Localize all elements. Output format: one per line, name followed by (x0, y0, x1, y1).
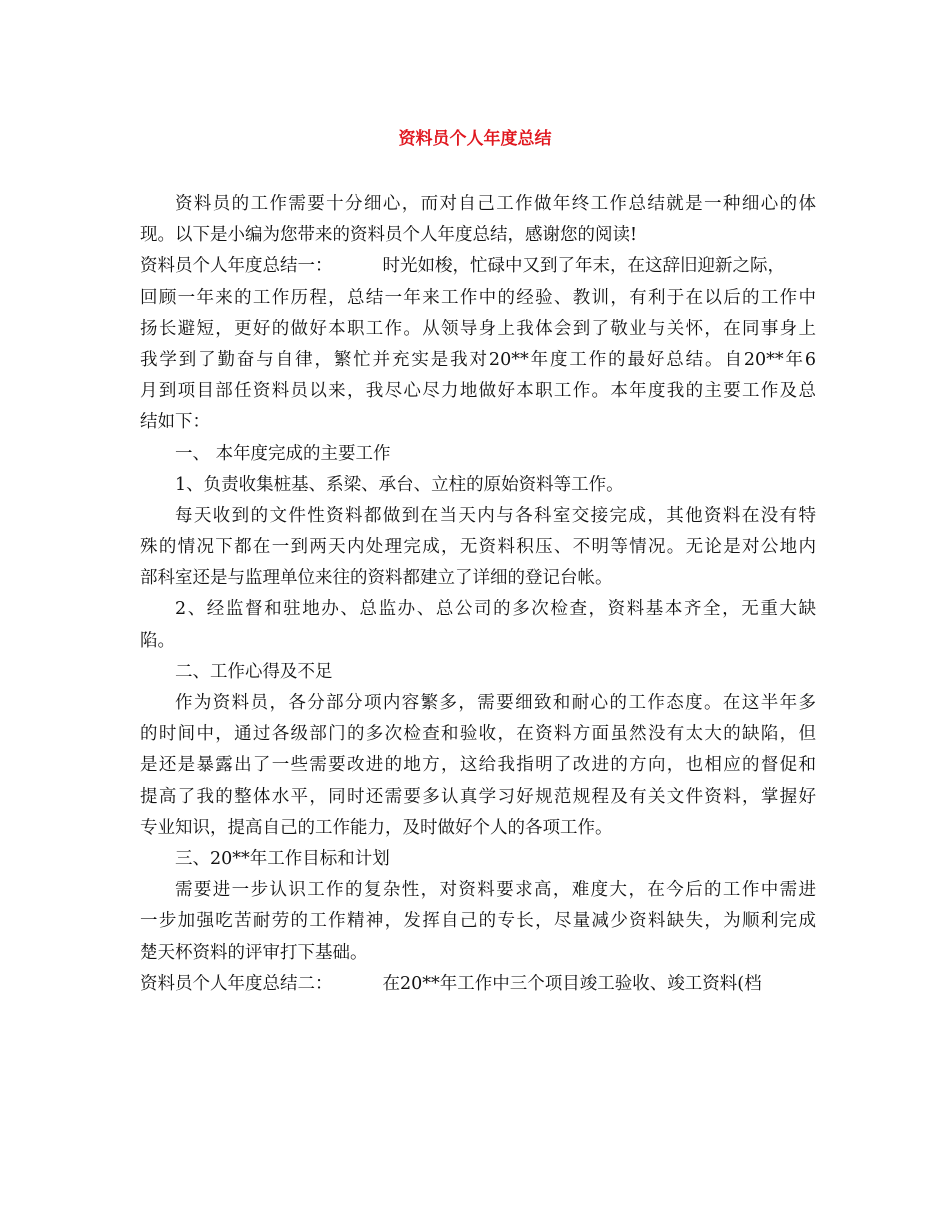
paragraph-line: 现。以下是小编为您带来的资料员个人年度总结，感谢您的阅读! (140, 225, 638, 246)
paragraph-line: 每天收到的文件性资料都做到在当天内与各科室交接完成，其他资料在没有特 (175, 505, 816, 526)
paragraph-line: 是还是暴露出了一些需要改进的地方，这给我指明了改进的方向，也相应的督促和 (140, 755, 816, 776)
paragraph-line: 部科室还是与监理单位来往的资料都建立了详细的登记台帐。 (140, 568, 613, 589)
section-label: 资料员个人年度总结一： (140, 256, 333, 277)
section-label: 资料员个人年度总结二： (140, 973, 333, 994)
paragraph-line: 扬长避短，更好的做好本职工作。从领导身上我体会到了敬业与关怀，在同事身上 (140, 318, 816, 339)
paragraph-line: 作为资料员，各分部分项内容繁多，需要细致和耐心的工作态度。在这半年多 (175, 693, 816, 713)
paragraph-line: 需要进一步认识工作的复杂性，对资料要求高，难度大，在今后的工作中需进 (175, 880, 816, 901)
subheading-line: 一、 本年度完成的主要工作 (175, 443, 391, 464)
subheading-line: 三、20**年工作目标和计划 (175, 848, 390, 869)
paragraph-text: 时光如梭，忙碌中又到了年末，在这辞旧迎新之际， (382, 256, 785, 277)
paragraph-line: 结如下： (140, 412, 210, 433)
paragraph-line: 一步加强吃苦耐劳的工作精神，发挥自己的专长，尽量减少资料缺失，为顺利完成 (140, 911, 816, 932)
document-title: 资料员个人年度总结 (398, 129, 552, 149)
paragraph-line: 回顾一年来的工作历程，总结一年来工作中的经验、教训，有利于在以后的工作中 (140, 287, 816, 308)
paragraph-line: 2、经监督和驻地办、总监办、总公司的多次检查，资料基本齐全，无重大缺 (175, 599, 816, 620)
paragraph-line: 资料员的工作需要十分细心，而对自己工作做年终工作总结就是一种细心的体 (175, 194, 816, 214)
section-heading-line (140, 251, 816, 282)
paragraph-line: 专业知识，提高自己的工作能力，及时做好个人的各项工作。 (140, 817, 613, 838)
section-heading-line (140, 969, 816, 1000)
paragraph-line: 的时间中，通过各级部门的多次检查和验收，在资料方面虽然没有太大的缺陷，但 (140, 724, 816, 745)
paragraph-line: 1、负责收集桩基、系梁、承台、立柱的原始资料等工作。 (175, 474, 624, 495)
paragraph-line: 提高了我的整体水平，同时还需要多认真学习好规范规程及有关文件资料，掌握好 (140, 786, 816, 807)
paragraph-text: 在20**年工作中三个项目竣工验收、竣工资料(档 (382, 973, 762, 994)
subheading-line: 二、工作心得及不足 (175, 661, 333, 682)
paragraph-line: 我学到了勤奋与自律，繁忙并充实是我对20**年度工作的最好总结。自20**年6 (140, 349, 816, 370)
paragraph-line: 陷。 (140, 630, 175, 651)
paragraph-line: 月到项目部任资料员以来，我尽心尽力地做好本职工作。本年度我的主要工作及总 (140, 381, 816, 402)
paragraph-line: 殊的情况下都在一到两天内处理完成，无资料积压、不明等情况。无论是对公地内 (140, 537, 816, 558)
document-body (140, 189, 816, 1000)
paragraph-line: 楚天杯资料的评审打下基础。 (140, 942, 368, 963)
